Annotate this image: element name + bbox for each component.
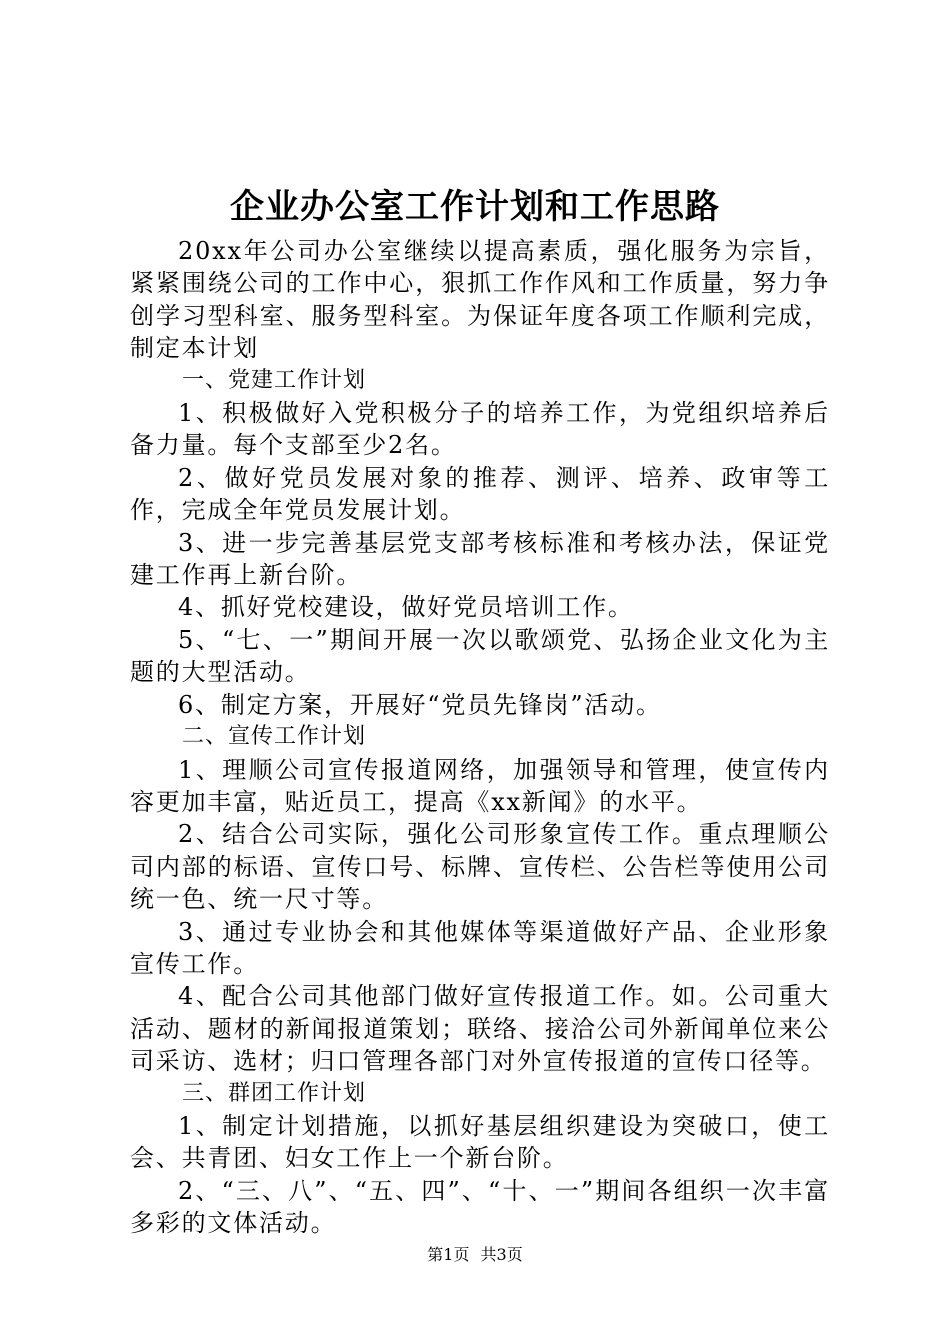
document-title: 企业办公室工作计划和工作思路 <box>230 187 720 227</box>
section-heading-publicity: 二、宣传工作计划 <box>182 724 367 750</box>
publicity-item-3: 3、通过专业协会和其他媒体等渠道做好产品、企业形象宣传工作。 <box>130 917 830 978</box>
party-item-6: 6、制定方案，开展好“党员先锋岗”活动。 <box>178 690 662 719</box>
publicity-item-4: 4、配合公司其他部门做好宣传报道工作。如。公司重大活动、题材的新闻报道策划；联络、接洽公司外新闻单位来公司采访、选材；归口管理各部门对外宣传报道的宣传口径等。 <box>130 982 830 1076</box>
section-heading-party: 一、党建工作计划 <box>182 367 367 393</box>
publicity-item-1: 1、理顺公司宣传报道网络，加强领导和管理，使宣传内容更加丰富，贴近员工，提高《xx新闻》的水平。 <box>130 755 830 816</box>
page-number: 第1页 <box>427 1245 470 1264</box>
party-item-1: 1、积极做好入党积极分子的培养工作，为党组织培养后备力量。每个支部至少2名。 <box>130 399 830 460</box>
mass-groups-item-2: 2、“三、八”、“五、四”、“十、一”期间各组织一次丰富多彩的文体活动。 <box>130 1176 830 1238</box>
mass-groups-item-1: 1、制定计划措施，以抓好基层组织建设为突破口，使工会、共青团、妇女工作上一个新台阶。 <box>130 1111 830 1173</box>
publicity-item-2: 2、结合公司实际，强化公司形象宣传工作。重点理顺公司内部的标语、宣传口号、标牌、宣传栏、公告栏等使用公司统一色、统一尺寸等。 <box>130 820 830 914</box>
page-total: 共3页 <box>480 1245 523 1264</box>
party-item-3: 3、进一步完善基层党支部考核标准和考核办法，保证党建工作再上新台阶。 <box>130 528 830 590</box>
section-heading-mass-groups: 三、群团工作计划 <box>182 1080 367 1106</box>
page-footer <box>0 1243 950 1267</box>
intro-paragraph: 20xx年公司办公室继续以提高素质，强化服务为宗旨，紧紧围绕公司的工作中心，狠抓工作作风和工作质量，努力争创学习型科室、服务型科室。为保证年度各项工作顺利完成，制定本计划 <box>130 237 830 363</box>
party-item-2: 2、做好党员发展对象的推荐、测评、培养、政审等工作，完成全年党员发展计划。 <box>130 463 830 525</box>
document-body <box>130 235 830 1240</box>
party-item-5: 5、“七、一”期间开展一次以歌颂党、弘扬企业文化为主题的大型活动。 <box>130 625 830 687</box>
party-item-4: 4、抓好党校建设，做好党员培训工作。 <box>178 593 634 622</box>
